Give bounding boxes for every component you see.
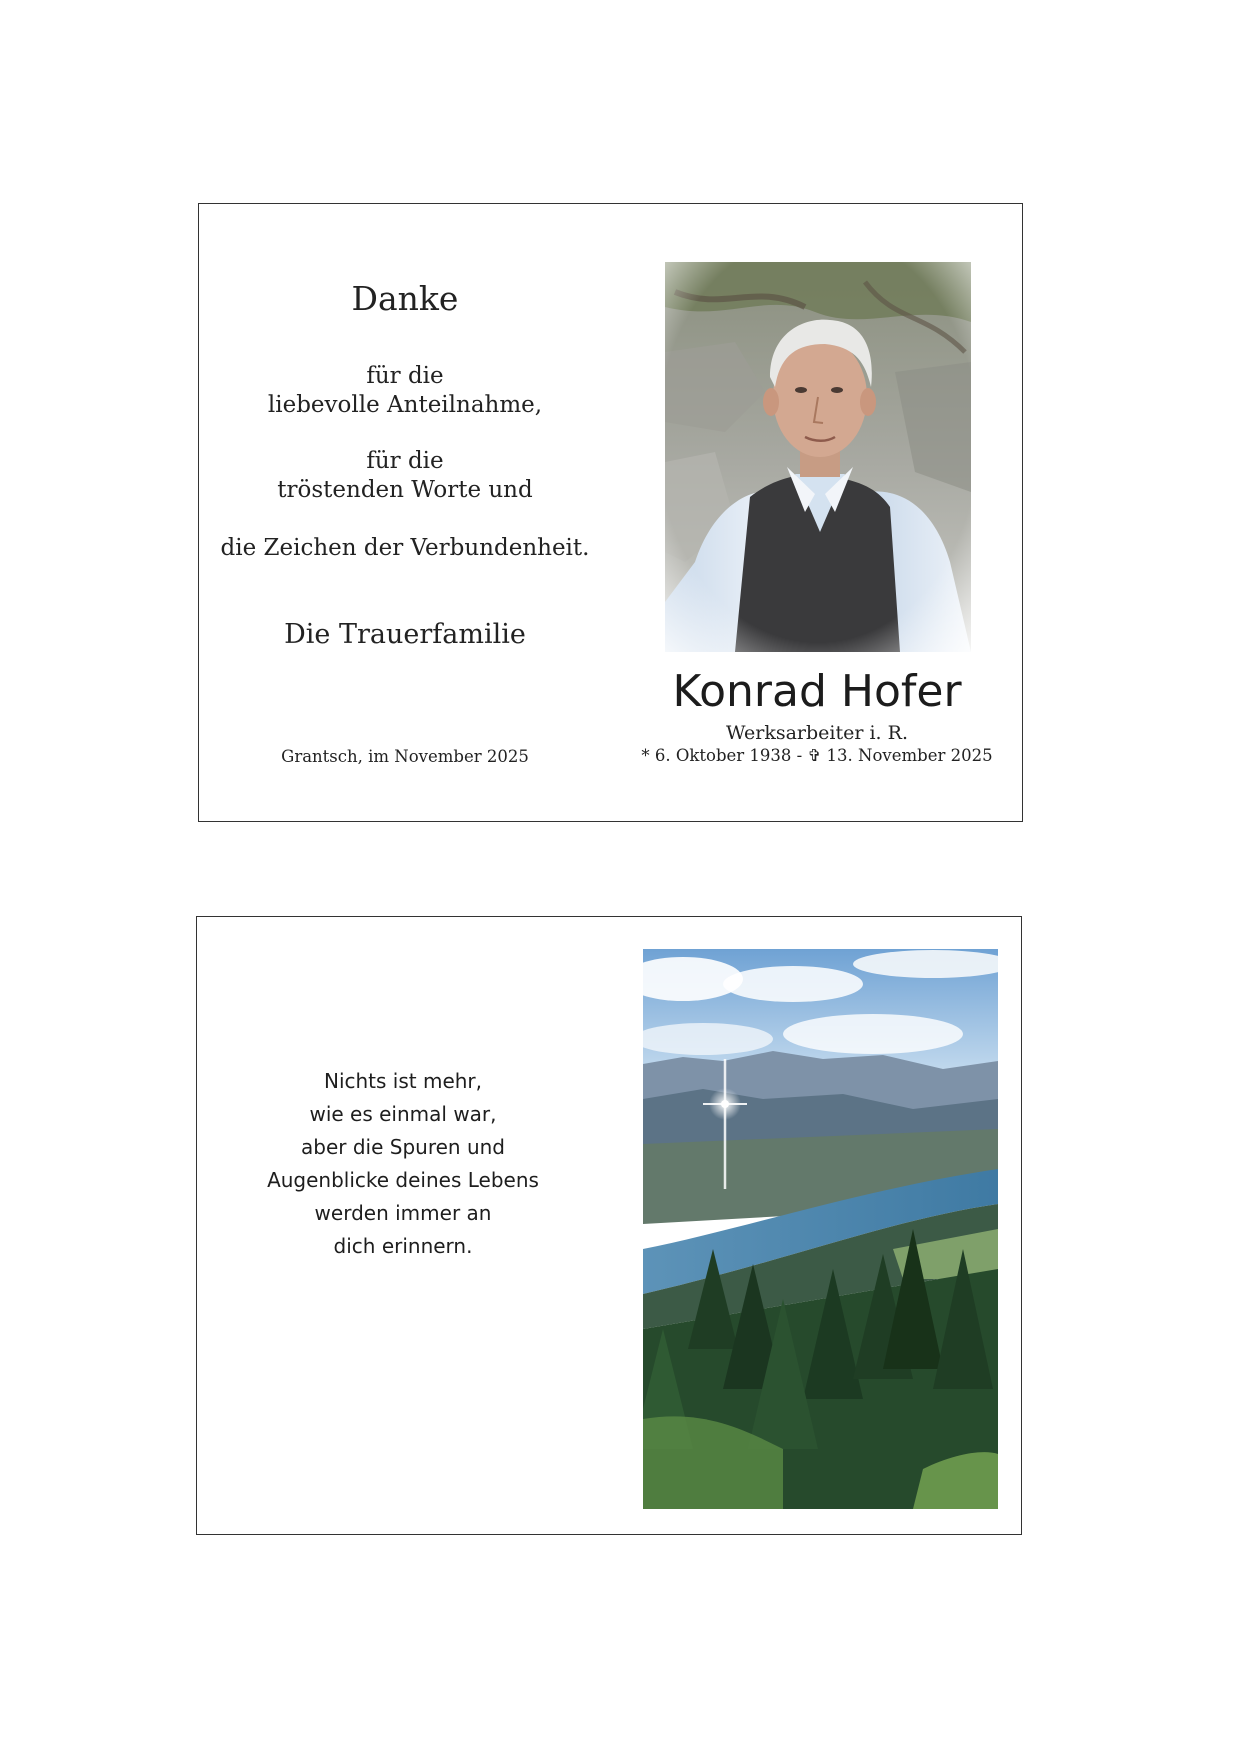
poem-line: wie es einmal war, bbox=[309, 1102, 497, 1126]
thanks-line: liebevolle Anteilnahme, bbox=[267, 392, 543, 418]
thanks-line: tröstenden Worte und bbox=[277, 477, 533, 503]
thanks-block-sympathy bbox=[199, 362, 611, 420]
thanks-line: für die bbox=[366, 363, 444, 389]
poem-line: aber die Spuren und bbox=[301, 1135, 505, 1159]
signature-family: Die Trauerfamilie bbox=[284, 619, 526, 650]
thanks-line: für die bbox=[366, 448, 444, 474]
place-date: Grantsch, im November 2025 bbox=[281, 747, 529, 766]
thanks-block-solidarity: die Zeichen der Verbundenheit. bbox=[220, 535, 590, 561]
memorial-poem bbox=[197, 1065, 609, 1263]
life-dates: * 6. Oktober 1938 - ✞ 13. November 2025 bbox=[641, 746, 993, 765]
occupation: Werksarbeiter i. R. bbox=[726, 722, 908, 744]
deceased-name: Konrad Hofer bbox=[672, 666, 962, 717]
poem-line: werden immer an bbox=[314, 1201, 492, 1225]
poem-line: Nichts ist mehr, bbox=[323, 1069, 483, 1093]
thanks-heading: Danke bbox=[351, 279, 459, 318]
poem-line: Augenblicke deines Lebens bbox=[267, 1168, 539, 1192]
thanks-block-words bbox=[199, 447, 611, 505]
portrait-photo bbox=[665, 262, 971, 652]
thanks-card bbox=[198, 203, 1023, 822]
landscape-photo bbox=[643, 949, 998, 1509]
memorial-card bbox=[196, 916, 1022, 1535]
poem-line: dich erinnern. bbox=[333, 1234, 473, 1258]
